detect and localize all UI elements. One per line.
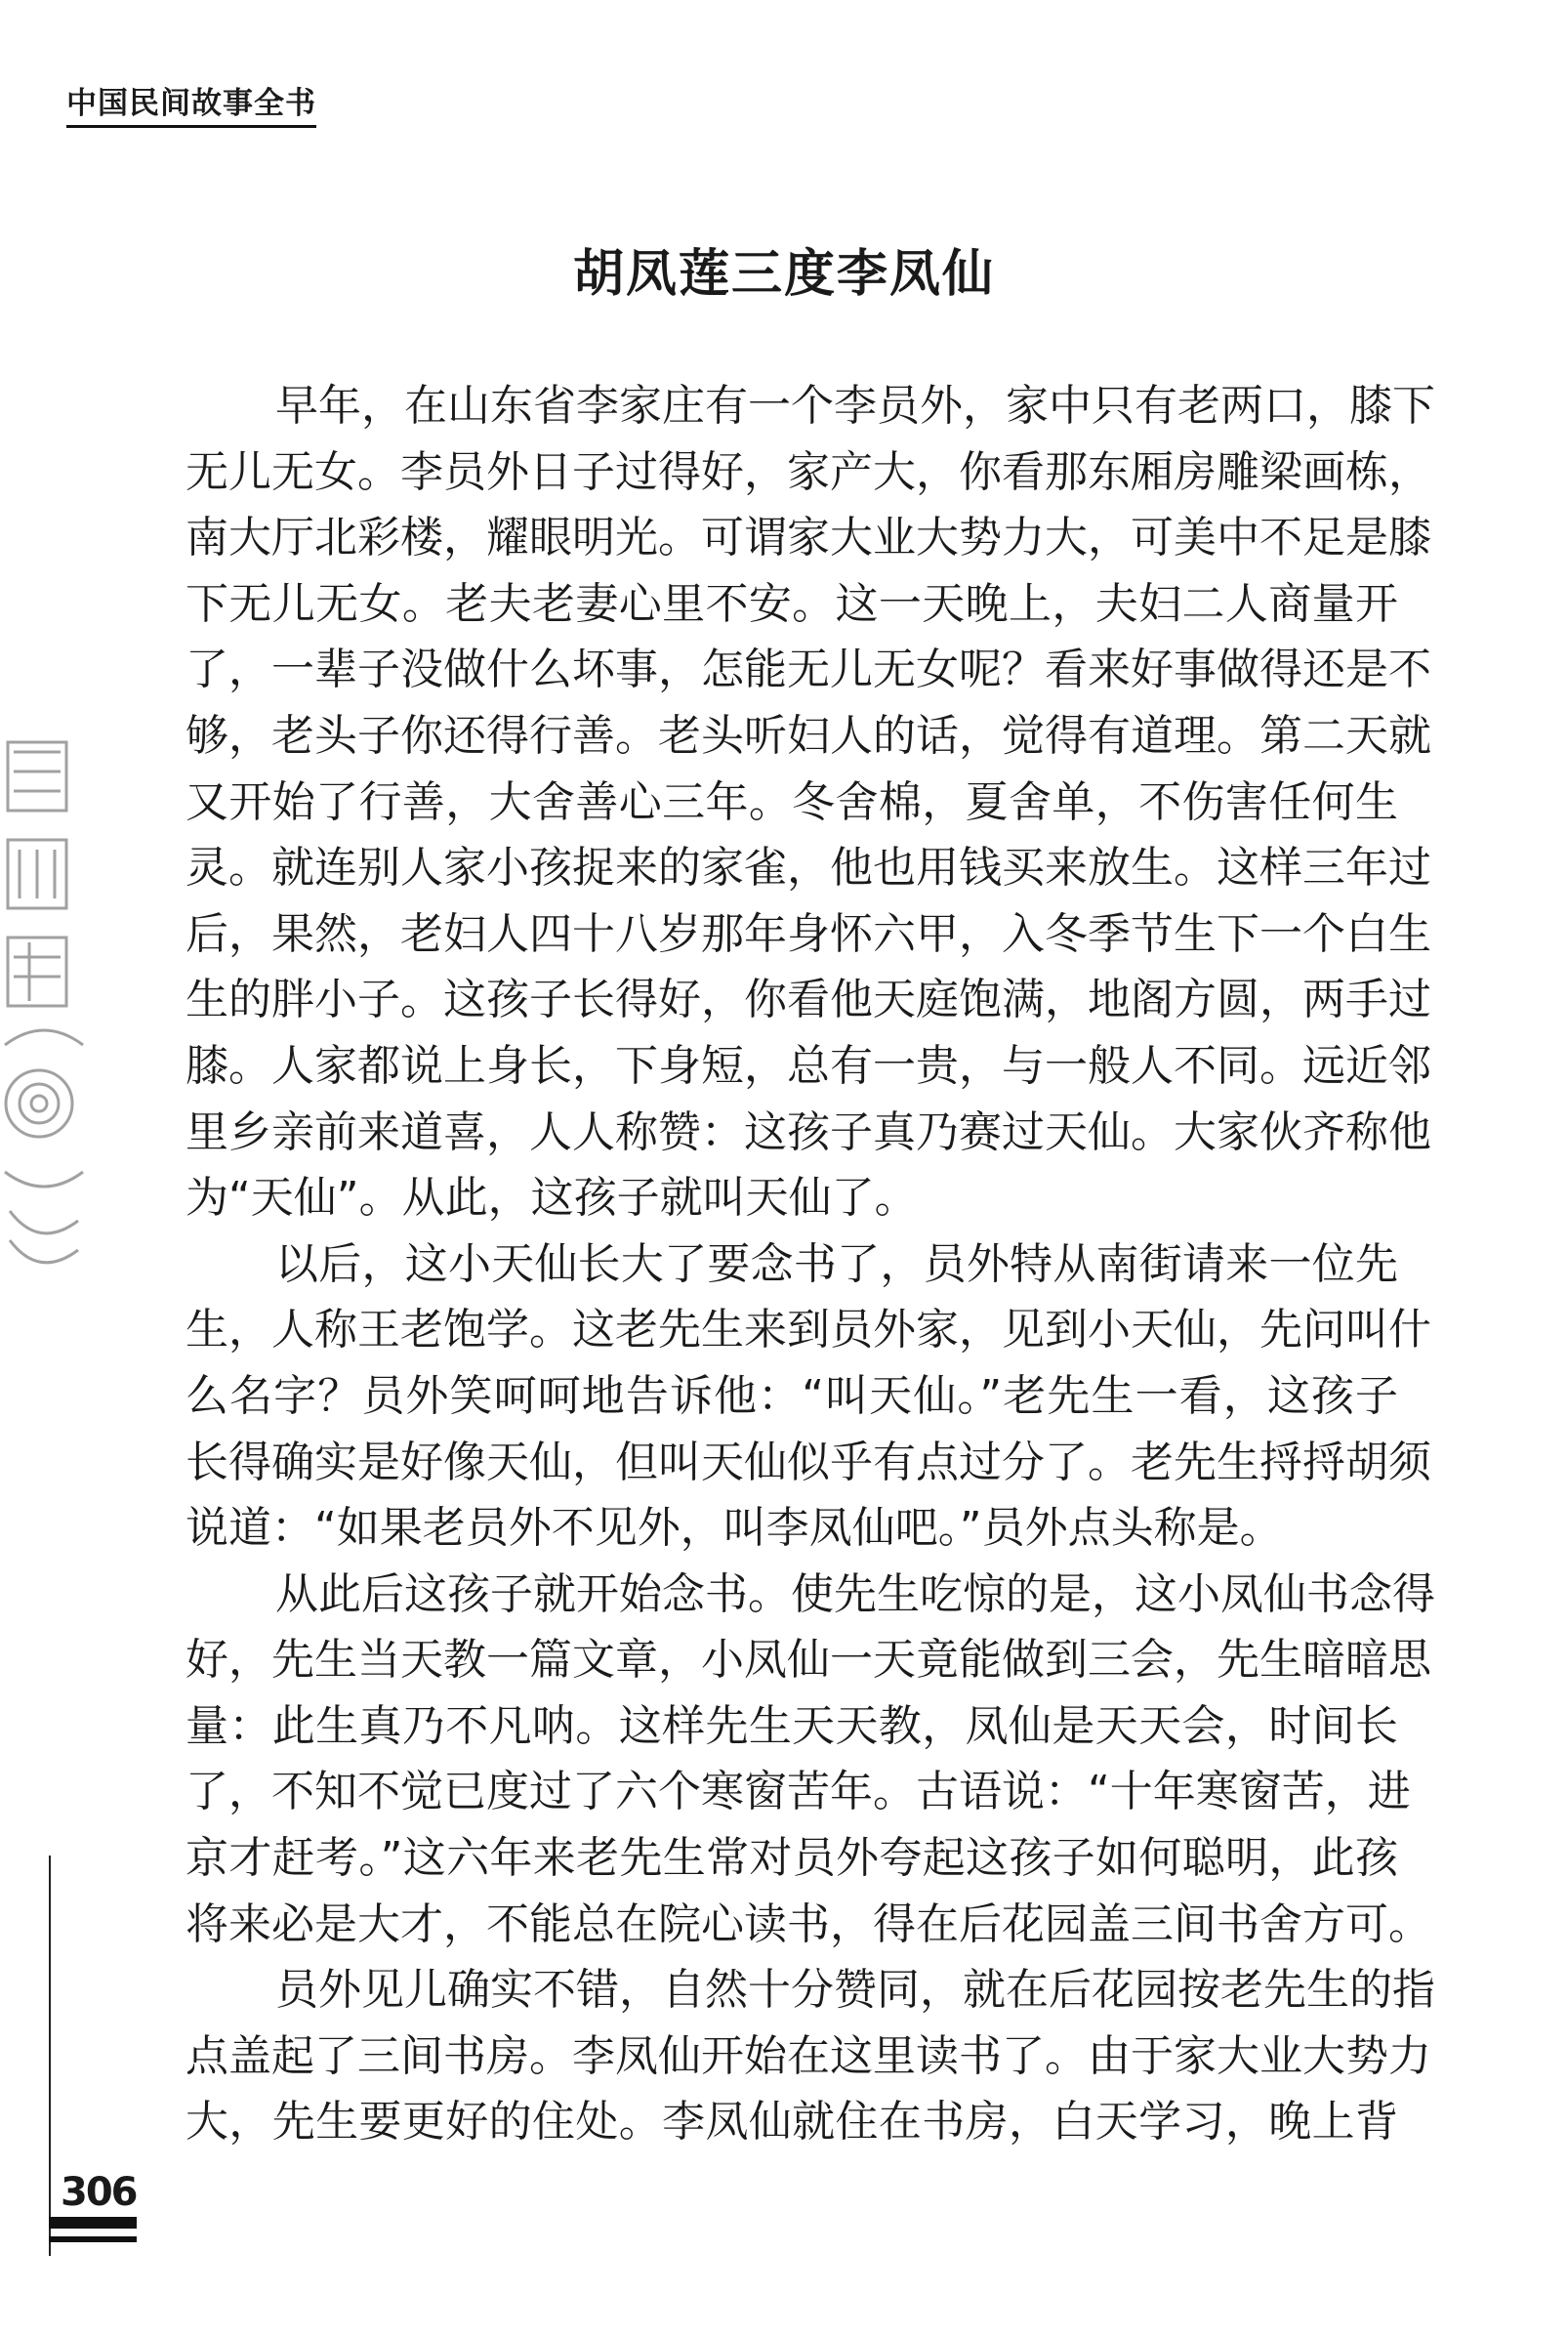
text-line: 无儿无女。李员外日子过得好，家产大，你看那东厢房雕梁画栋， bbox=[186, 446, 1431, 497]
page-number-bar-thin bbox=[49, 2236, 137, 2242]
text-line: 从此后这孩子就开始念书。使先生吃惊的是，这小凤仙书念得 bbox=[275, 1568, 1435, 1619]
text-line: 么名字？员外笑呵呵地告诉他：“叫天仙。”老先生一看，这孩子 bbox=[186, 1370, 1398, 1421]
text-line: 又开始了行善，大舍善心三年。冬舍棉，夏舍单，不伤害任何生 bbox=[186, 776, 1398, 827]
text-line: 了，不知不觉已度过了六个寒窗苦年。古语说：“十年寒窗苦，进 bbox=[186, 1767, 1411, 1817]
text-line: 里乡亲前来道喜，人人称赞：这孩子真乃赛过天仙。大家伙齐称他 bbox=[186, 1106, 1431, 1157]
text-line: 量：此生真乃不凡呐。这样先生天天教，凤仙是天天会，时间长 bbox=[186, 1700, 1398, 1751]
text-line: 大，先生要更好的住处。李凤仙就住在书房，白天学习，晚上背 bbox=[186, 2097, 1398, 2148]
text-line: 南大厅北彩楼，耀眼明光。可谓家大业大势力大，可美中不足是膝 bbox=[186, 513, 1431, 563]
text-line: 为“天仙”。从此，这孩子就叫天仙了。 bbox=[186, 1173, 918, 1224]
text-line: 以后，这小天仙长大了要念书了，员外特从南街请来一位先 bbox=[275, 1238, 1398, 1289]
story-body bbox=[186, 373, 1435, 2155]
text-line: 员外见儿确实不错，自然十分赞同，就在后花园按老先生的指 bbox=[275, 1965, 1435, 2016]
text-line: 点盖起了三间书房。李凤仙开始在这里读书了。由于家大业大势力 bbox=[186, 2030, 1431, 2081]
text-line: 说道：“如果老员外不见外，叫李凤仙吧。”员外点头称是。 bbox=[186, 1503, 1283, 1554]
page-number-bar bbox=[49, 2217, 137, 2229]
text-line: 灵。就连别人家小孩捉来的家雀，他也用钱买来放生。这样三年过 bbox=[186, 843, 1431, 894]
text-line: 早年，在山东省李家庄有一个李员外，家中只有老两口，膝下 bbox=[275, 381, 1435, 431]
text-line: 膝。人家都说上身长，下身短，总有一贵，与一般人不同。远近邻 bbox=[186, 1040, 1431, 1091]
text-line: 长得确实是好像天仙，但叫天仙似乎有点过分了。老先生捋捋胡须 bbox=[186, 1437, 1431, 1487]
margin-ornament-image bbox=[0, 732, 90, 1289]
margin-rule bbox=[49, 1856, 51, 2256]
text-line: 生的胖小子。这孩子长得好，你看他天庭饱满，地阁方圆，两手过 bbox=[186, 975, 1431, 1025]
text-line: 好，先生当天教一篇文章，小凤仙一天竟能做到三会，先生暗暗思 bbox=[186, 1635, 1431, 1686]
text-line: 生，人称王老饱学。这老先生来到员外家，见到小天仙，先问叫什 bbox=[186, 1305, 1431, 1356]
text-line: 下无儿无女。老夫老妻心里不安。这一天晚上，夫妇二人商量开 bbox=[186, 578, 1398, 629]
text-line: 了，一辈子没做什么坏事，怎能无儿无女呢？看来好事做得还是不 bbox=[186, 645, 1431, 695]
text-line: 后，果然，老妇人四十八岁那年身怀六甲，入冬季节生下一个白生 bbox=[186, 908, 1431, 959]
text-line: 将来必是大才，不能总在院心读书，得在后花园盖三间书舍方可。 bbox=[186, 1898, 1431, 1949]
running-header: 中国民间故事全书 bbox=[66, 86, 316, 128]
page-number: 306 bbox=[61, 2170, 137, 2215]
text-line: 够，老头子你还得行善。老头听妇人的话，觉得有道理。第二天就 bbox=[186, 710, 1431, 761]
story-title: 胡凤莲三度李凤仙 bbox=[572, 245, 995, 304]
text-line: 京才赶考。”这六年来老先生常对员外夸起这孩子如何聪明，此孩 bbox=[186, 1833, 1398, 1884]
